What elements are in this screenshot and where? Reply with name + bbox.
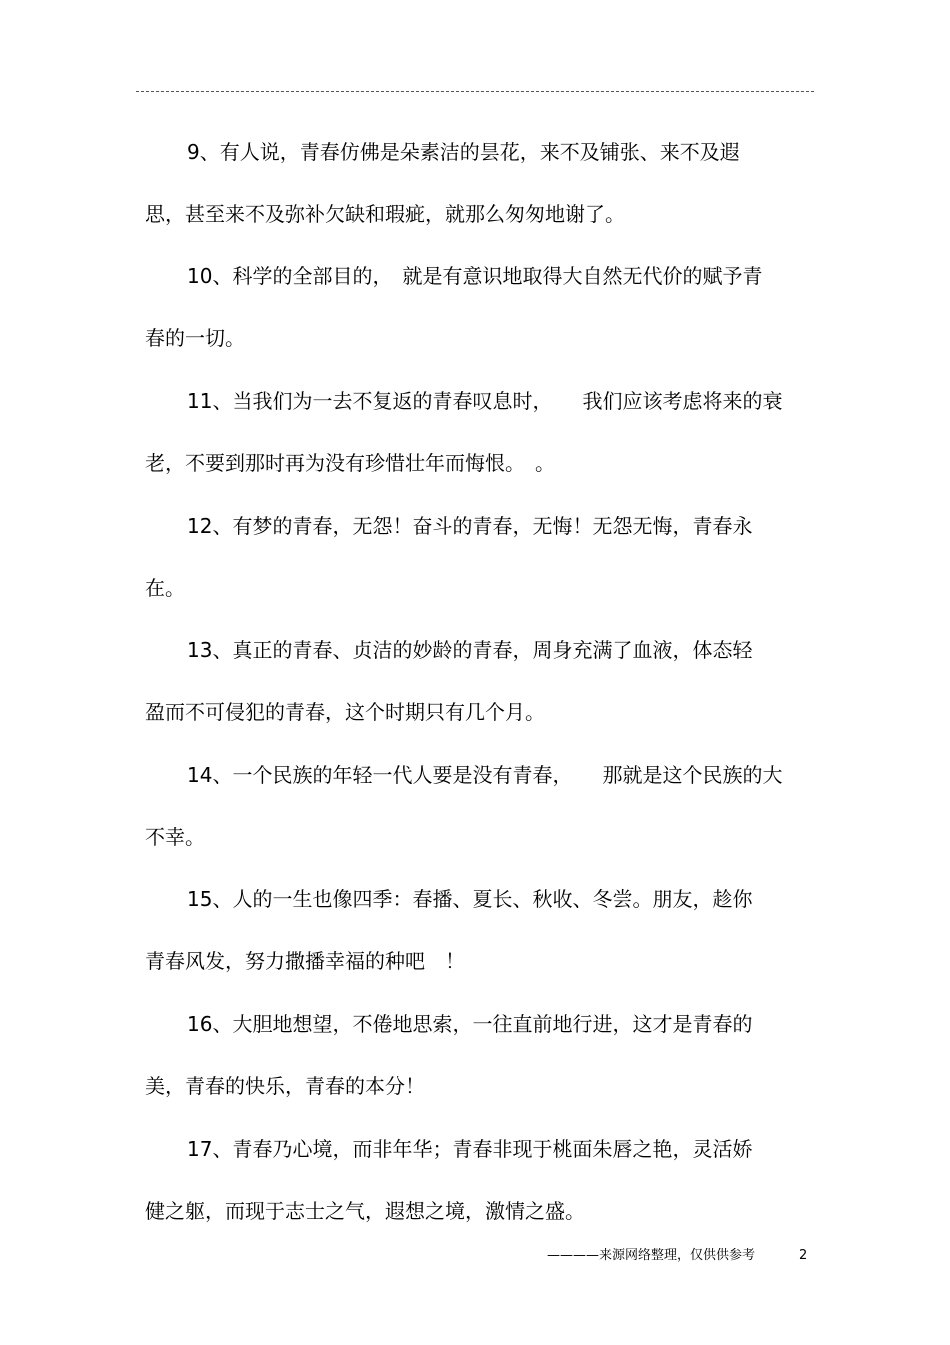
paragraph-14: [145, 744, 805, 868]
paragraph-line: 老，不要到那时再为没有珍惜壮年而悔恨。 。: [145, 451, 555, 475]
paragraph-line: 16、大胆地想望，不倦地思索，一往直前地行进，这才是青春的: [187, 1012, 753, 1036]
paragraph-11: [145, 370, 805, 494]
paragraph-line: 13、真正的青春、贞洁的妙龄的青春，周身充满了血液，体态轻: [187, 638, 753, 662]
paragraph-16: [145, 993, 805, 1117]
paragraph-13: [145, 619, 805, 743]
paragraph-line: 11、当我们为一去不复返的青春叹息时， 我们应该考虑将来的衰: [187, 389, 783, 413]
paragraph-line: 17、青春乃心境，而非年华；青春非现于桃面朱唇之艳，灵活娇: [187, 1137, 753, 1161]
page-number: 2: [799, 1248, 808, 1263]
paragraph-line: 春的一切。: [145, 326, 245, 350]
paragraph-line: 思，甚至来不及弥补欠缺和瑕疵，就那么匆匆地谢了。: [145, 202, 625, 226]
paragraph-line: 健之躯，而现于志士之气，遐想之境，激情之盛。: [145, 1199, 585, 1223]
paragraph-line: 10、科学的全部目的， 就是有意识地取得大自然无代价的赋予青: [187, 264, 763, 288]
paragraph-line: 15、人的一生也像四季：春播、夏长、秋收、冬尝。朋友，趁你: [187, 887, 753, 911]
paragraph-line: 在。: [145, 576, 185, 600]
paragraph-17: [145, 1118, 805, 1242]
paragraph-15: [145, 868, 805, 992]
footer-source-note: ————来源网络整理，仅供供参考: [547, 1248, 756, 1263]
paragraph-line: 美，青春的快乐，青春的本分！: [145, 1074, 425, 1098]
paragraph-line: 12、有梦的青春，无怨！奋斗的青春，无悔！无怨无悔，青春永: [187, 514, 753, 538]
header-divider: [136, 91, 814, 92]
paragraph-line: 盈而不可侵犯的青春，这个时期只有几个月。: [145, 700, 545, 724]
paragraph-12: [145, 495, 805, 619]
paragraph-line: 青春风发，努力撒播幸福的种吧 ！: [145, 949, 465, 973]
paragraph-line: 14、一个民族的年轻一代人要是没有青春， 那就是这个民族的大: [187, 763, 783, 787]
paragraph-line: 不幸。: [145, 825, 205, 849]
paragraph-line: 9、有人说，青春仿佛是朵素洁的昙花，来不及铺张、来不及遐: [187, 140, 740, 164]
paragraph-10: [145, 245, 805, 369]
paragraph-9: [145, 121, 805, 245]
